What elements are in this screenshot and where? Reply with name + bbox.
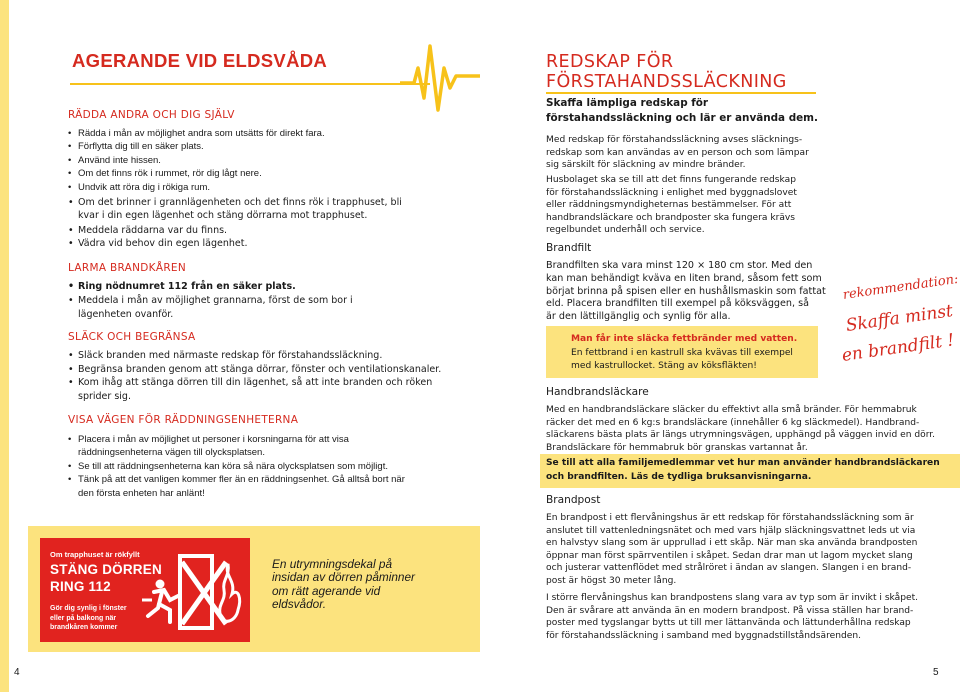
sticker-top-text: Om trapphuset är rökfyllt [50, 550, 140, 559]
title-line-2: FÖRSTAHANDSSLÄCKNING [546, 72, 787, 92]
sticker-close-door: STÄNG DÖRREN [50, 562, 162, 577]
list-item: • Tänk på att det vanligen kommer fler än en räddningsenhet. Gå alltså bort när den första enheten har anlänt! [68, 473, 413, 500]
list-item: • Undvik att röra dig i rökiga rum. [68, 181, 210, 194]
band-line: och brandfilten. Läs de tydliga bruksanvisningarna. [546, 471, 812, 482]
list-item: • Om det finns rök i rummet, rör dig lågt nere. [68, 167, 325, 180]
text-line: Den är svårare att använda än en modern brandpost. På vissa ställen har brand- [546, 605, 914, 616]
text-line: sig särskilt för släckning av mindre bränder. [546, 160, 746, 171]
left-page-title: AGERANDE VID ELDSVÅDA [72, 50, 328, 71]
right-page [480, 0, 960, 692]
heartbeat-line-icon [400, 38, 480, 118]
paragraph-definition [546, 134, 809, 172]
paragraph-fire-blanket [546, 260, 826, 324]
rescue-list-wide [68, 182, 408, 223]
text-line: En brandpost i ett flervåningshus är ett redskap för förstahandssläckning som är [546, 513, 914, 523]
running-person-fire-icon [140, 546, 244, 636]
heading-extinguisher: Handbrandsläckare [546, 386, 649, 398]
warning-headline: Man får inte släcka fettbränder med vatten. [571, 334, 798, 344]
section-heading-rescue: RÄDDA ANDRA OCH DIG SJÄLV [68, 109, 235, 121]
text-line: anslutet till vattenledningsnätet och med vars hjälp släckningsvattnet leds ut via [546, 525, 916, 536]
text-line: för förstahandssläckning i samband med byggnadstillståndsärenden. [546, 630, 862, 641]
heading-fire-hose: Brandpost [546, 494, 601, 506]
band-line: Se till att alla familjemedlemmar vet hur man använder handbrandsläckaren [546, 458, 940, 468]
list-item: • Begränsa branden genom att stänga dörrar, fönster och ventilationskanaler. [68, 363, 448, 377]
text-line: Husbolaget ska se till att det finns fungerande redskap [546, 175, 796, 185]
paragraph-extinguisher [546, 404, 935, 454]
text-line: redskap som kan användas av en person och som lämpar [546, 147, 809, 158]
list-item: • Rädda i mån av möjlighet andra som utsätts för direkt fara. [68, 127, 325, 140]
text-line: handbrandsläckare och brandposter ska fungera krävs [546, 212, 796, 223]
sticker-caption: En utrymningsdekal på insidan av dörren påminner om rätt agerande vid eldsvådor. [272, 557, 415, 611]
page-number-left: 4 [14, 667, 20, 678]
title-divider-right [546, 92, 816, 94]
section-heading-guide: VISA VÄGEN FÖR RÄDDNINGSENHETERNA [68, 414, 299, 426]
text-line: eller räddningsmyndigheternas bestämmelser. För att [546, 200, 792, 211]
text-line: I större flervåningshus kan brandpostens slang vara av typ som är invikt i skåpet. [546, 593, 919, 603]
text-line: poster med tygslangar bytts ut till mer lättanvända och lättunderhållna redskap [546, 618, 911, 629]
list-item: • Vädra vid behov din egen lägenhet. [68, 237, 247, 250]
family-instruction-band [540, 454, 960, 488]
list-item: • Förflytta dig till en säker plats. [68, 140, 325, 153]
text-line: Brandsläckare för hemmabruk bör granskas vartannat år. [546, 442, 808, 453]
text-line: och justerar vattenflödet med strålröret i ändan av slangen. Slangen i en brand- [546, 563, 912, 574]
text-line: Med redskap för förstahandssläckning avses släcknings- [546, 135, 803, 145]
heading-fire-blanket: Brandfilt [546, 242, 592, 254]
text-line: Med en handbrandsläckare släcker du effektivt alla små bränder. För hemmabruk [546, 405, 917, 415]
list-item: • Kom ihåg att stänga dörren till din lägenhet, så att inte branden och röken sprider sig. [68, 376, 448, 403]
handwritten-one-blanket: en brandfilt ! [840, 330, 956, 366]
band-text [546, 457, 940, 484]
right-page-title [546, 52, 787, 92]
text-line: är den lättillgänglig och synlig för alla. [546, 311, 731, 323]
list-item: • Se till att räddningsenheterna kan köra så nära olycksplatsen som möjligt. [68, 460, 413, 473]
guide-list [68, 433, 413, 500]
list-item: • Placera i mån av möjlighet ut personer i korsningarna för att visa räddningsenheterna vägen till olycksplatsen. [68, 433, 413, 460]
list-item: • Meddela räddarna var du finns. [68, 224, 247, 237]
rescue-list-end [68, 224, 247, 251]
rescue-list [68, 127, 325, 181]
page-number-right: 5 [933, 667, 939, 678]
grease-fire-warning [546, 326, 818, 378]
list-item: • Använd inte hissen. [68, 154, 325, 167]
handwritten-get-at-least: Skaffa minst [844, 301, 955, 336]
text-line: för förstahandssläckning i enlighet med byggnadslovet [546, 187, 797, 198]
sticker-call-112: RING 112 [50, 579, 111, 594]
text-line: öppnar man först spärrventilen i skåpet. Sedan drar man ut lagom mycket slang [546, 550, 913, 561]
text-line: en halvstyv slang som är upprullad i ett skåp. När man ska använda brandposten [546, 538, 918, 549]
section-heading-extinguish: SLÄCK OCH BEGRÄNSA [68, 331, 196, 343]
text-line: regelbundet underhåll och service. [546, 225, 705, 236]
text-line: kan man behändigt kväva en liten brand, såsom fett som [546, 272, 822, 284]
extinguish-list [68, 349, 448, 403]
text-line: räcker det med en 6 kg:s brandsläckare (innehåller 6 kg släckmedel). Handbrand- [546, 417, 920, 428]
text-line: Brandfilten ska vara minst 120 × 180 cm stor. Med den [546, 260, 813, 271]
evacuation-sticker [40, 538, 250, 642]
paragraph-fire-hose-older [546, 592, 918, 642]
sticker-bottom-text: Gör dig synlig i fönster eller på balkong när brandkåren kommer [50, 605, 127, 631]
paragraph-fire-hose [546, 512, 917, 588]
list-item: • Släck branden med närmaste redskap för förstahandssläckning. [68, 349, 448, 363]
text-line: post är högst 30 meter lång. [546, 575, 677, 586]
list-item: • Meddela i mån av möjlighet grannarna, först de som bor i lägenheten ovanför. [68, 294, 368, 322]
text-line: börjat brinna på spisen eller en hushållsmaskin som fattat [546, 285, 826, 297]
warning-line: med kastrullocket. Stäng av köksfläkten! [571, 361, 757, 371]
paragraph-housing-company [546, 174, 797, 237]
text-line: släckarens bästa plats är längs utrymningsvägen, upphängd på väggen invid en dörr. [546, 430, 936, 441]
handwritten-recommendation: rekommendation: [841, 271, 960, 303]
title-line-1: REDSKAP FÖR [546, 52, 674, 72]
list-item: • Om det brinner i grannlägenheten och det finns rök i trapphuset, bli kvar i din egen lägenhet och stäng dörrarna mot trapphuset. [68, 196, 408, 223]
title-divider [70, 83, 430, 85]
intro-text: Skaffa lämpliga redskap för förstahandssläckning och lär er använda dem. [546, 97, 818, 124]
alarm-list [68, 280, 368, 321]
warning-line: En fettbrand i en kastrull ska kvävas till exempel [571, 348, 793, 358]
text-line: eld. Placera brandfilten till exempel på köksväggen, så [546, 298, 809, 310]
left-accent-bar [0, 0, 9, 692]
section-heading-alarm: LARMA BRANDKÅREN [68, 262, 186, 274]
list-item: • Ring nödnumret 112 från en säker plats. [68, 280, 368, 294]
